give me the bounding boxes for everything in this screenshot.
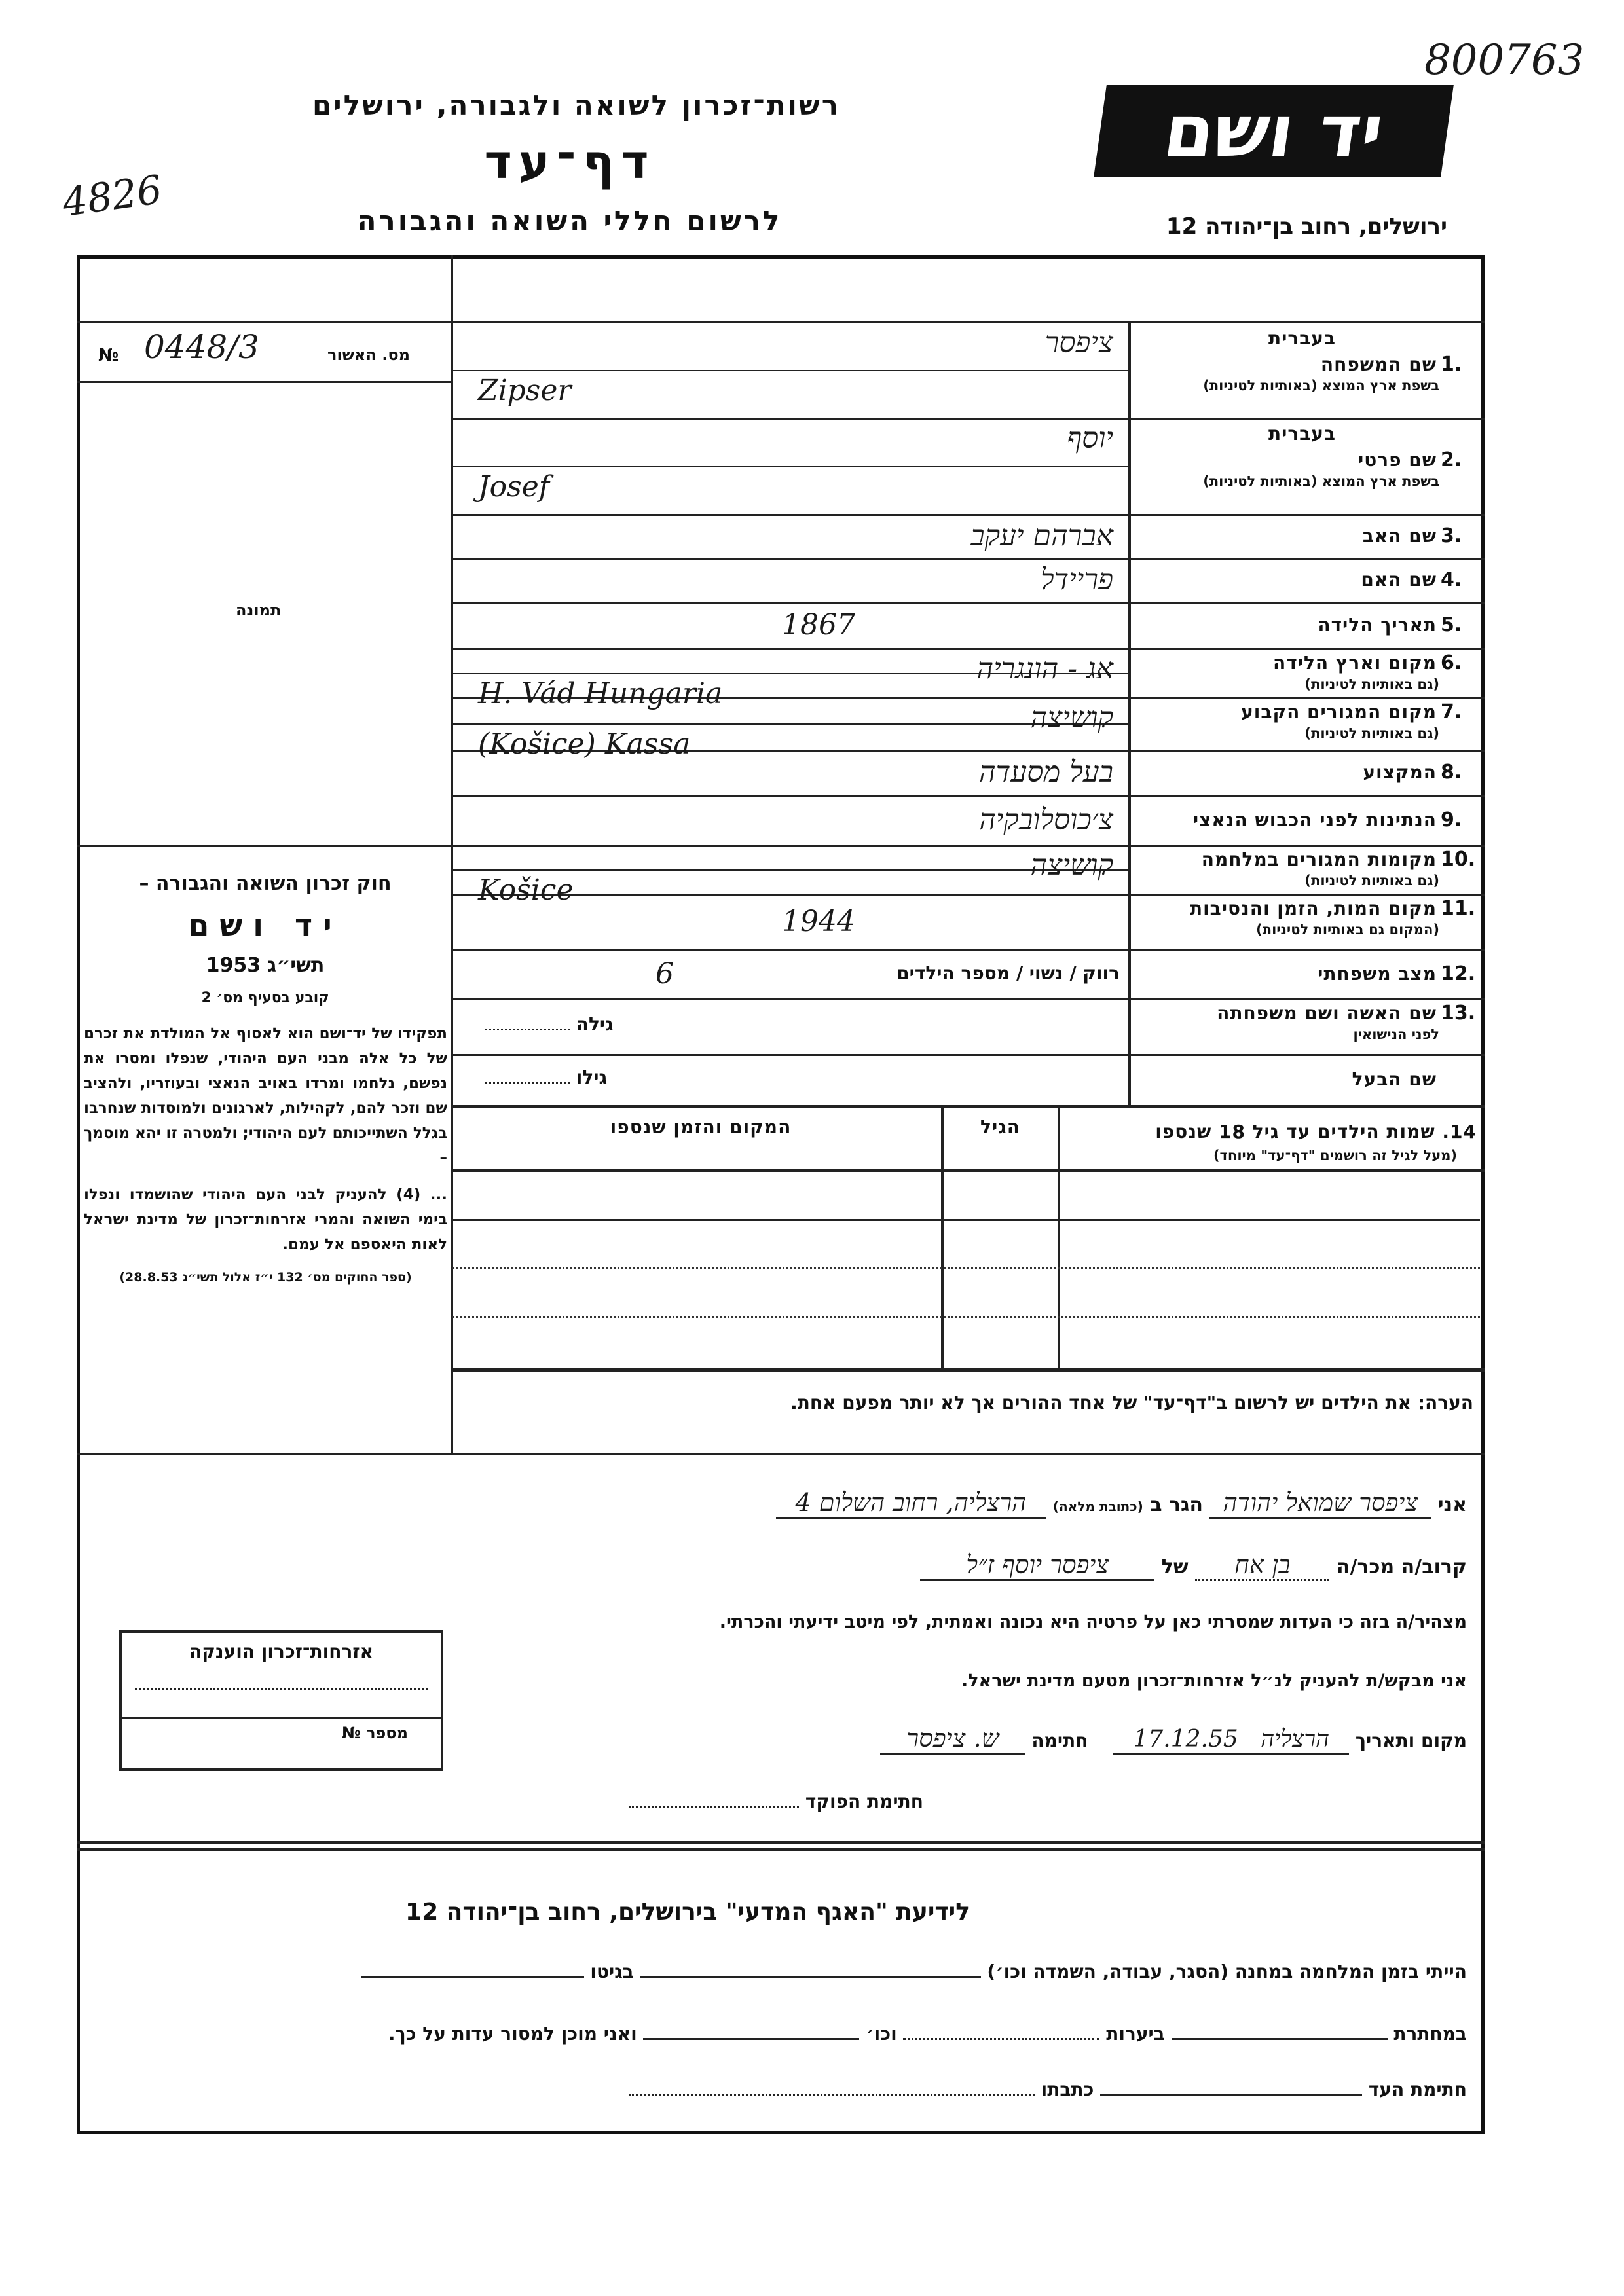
box-title: אזרחות־זכרון הוענקה [189, 1641, 373, 1662]
address: ירושלים, רחוב בן־יהודה 12 [1166, 213, 1447, 240]
field-number: 5. [1441, 613, 1462, 636]
note [471, 1391, 1473, 1415]
field-label: מקומות המגורים במלחמה [1201, 848, 1437, 870]
signature-label: חתימה [1031, 1730, 1088, 1751]
field-value-latin: H. Vád Hungaria [478, 676, 723, 710]
field-value-latin: Josef [478, 469, 550, 503]
field-number: 8. [1441, 761, 1462, 784]
law-source: (ספר החוקים מס׳ 132 י״ז אלול תשי״ג 28.8.53) [119, 1270, 412, 1285]
place-header: המקום והזמן שנספו [610, 1116, 792, 1138]
relation: בן אח [1195, 1550, 1329, 1581]
decl-line-1 [465, 1486, 1467, 1523]
ready-label: ואני מוכן למסור עדות על כך. [388, 2023, 637, 2045]
field-value-hebrew: יוסף [1067, 422, 1113, 455]
page-title: דף־עד [484, 134, 655, 189]
label-hebrew-hint: בעברית [1268, 423, 1336, 445]
field-label: מקום המגורים הקבוע [1241, 701, 1437, 723]
decl-resides: הגר ב [1150, 1493, 1204, 1516]
field-label: מקום וארץ הלידה [1273, 652, 1437, 674]
age-field [485, 1013, 614, 1035]
footer-title: לידיעת "האגף המדעי" בירושלים, רחוב בן־יהודה 12 [405, 1899, 970, 1925]
field-label: שם המשפחה [1320, 354, 1437, 375]
field-label: מצב משפחתי [1318, 962, 1437, 985]
field-sublabel: (גם באותיות לטיניות) [1304, 725, 1439, 741]
field-number: 1. [1441, 353, 1462, 376]
field-number: 12. [1441, 962, 1476, 985]
field-number: 2. [1441, 448, 1462, 471]
field-label: המקצוע [1363, 761, 1437, 783]
age-label: גילה [576, 1013, 614, 1035]
witness-signature-label: חתימת העד [1368, 2079, 1467, 2100]
field-label: שם האב [1362, 524, 1437, 547]
field-value-latin: (Košice) Kassa [478, 727, 691, 761]
victim-name: ציפסר יוסף ז״ל [920, 1550, 1154, 1581]
official-label: חתימת הפוקד [805, 1791, 923, 1812]
approval-label: מס. האשור [327, 346, 410, 364]
children-number: 14. [1442, 1121, 1477, 1142]
law-clause: קובע בסעיף מס׳ 2 [201, 990, 329, 1006]
field-number: 3. [1441, 524, 1462, 547]
age-field [485, 1066, 607, 1088]
forests-label: ביערות [1106, 2023, 1165, 2045]
field-value-hebrew: 6 [655, 957, 674, 991]
place-value: הרצליה [1261, 1726, 1330, 1753]
place-date [1113, 1726, 1349, 1755]
camp-label: הייתי בזמן המלחמה במחנה (הסגר, עבודה, השמדה וכו׳) [987, 1961, 1467, 1982]
field-value-hebrew: קושיצה [1030, 701, 1113, 735]
official-signature [465, 1791, 923, 1812]
children-label [1064, 1121, 1477, 1143]
field-value-hebrew: אג - הונגריה [976, 652, 1113, 685]
field-number: 13. [1441, 1002, 1476, 1025]
place-date-label: מקום ותאריך [1355, 1730, 1467, 1751]
label-hebrew-hint: בעברית [1268, 327, 1336, 349]
field-sublabel: בשפת ארץ המוצא (באותיות לטיניות) [1203, 473, 1439, 489]
page-subtitle: לרשום חללי השואה והגבורה [357, 205, 783, 237]
age-header: הגיל [980, 1116, 1020, 1138]
note-label: הערה: [1417, 1392, 1473, 1413]
field-value-hebrew: בעל מסעדה [978, 756, 1113, 789]
field-value-hebrew: אברהם יעקב [970, 519, 1113, 553]
decl-relative: קרוב/ה מכר/ה [1336, 1556, 1467, 1578]
signature: ש. ציפסר [880, 1724, 1025, 1755]
field-value-hebrew: קושיצה [1030, 848, 1113, 882]
address-hint: (כתובת מלאה) [1052, 1499, 1143, 1514]
org-name: רשות־זכרון לשואה ולגבורה, ירושלים [312, 89, 841, 121]
footer-line-2 [85, 2023, 1467, 2045]
declarant-address: הרצליה, רחוב השלום 4 [776, 1488, 1046, 1519]
decl-line-2 [465, 1548, 1467, 1584]
date-value: 17.12.55 [1133, 1726, 1238, 1753]
law-name: יד ושם [188, 907, 342, 943]
field-sublabel: (גם באותיות לטיניות) [1304, 873, 1439, 888]
field-sublabel: (המקום גם באותיות לטיניות) [1256, 922, 1439, 938]
approval-no-sign: № [98, 346, 119, 365]
footer-line-3 [85, 2079, 1467, 2100]
decl-request: אני מבקש/ת להעניק לנ״ל אזרחות־זכרון מטעם מדינת ישראל. [961, 1671, 1467, 1691]
photo-label: תמונה [236, 601, 282, 619]
field-sublabel: (גם באותיות לטיניות) [1304, 676, 1439, 692]
field-value-latin: Zipser [478, 374, 572, 407]
children-sub: (מעל לגיל זה רושמים "דף־עד" מיוחד) [1213, 1148, 1457, 1163]
law-text-2: ... (4) להעניק לבני העם היהודי שהושמדו ונפלו בימי השואה והמרי אזרחות־זכרון של מדינת ישראל לאות היאספם אל עמם. [84, 1186, 447, 1253]
law-body [84, 1021, 447, 1286]
ghetto-label: בגיטו [590, 1961, 634, 1982]
field-value-latin: Košice [478, 873, 574, 907]
law-title: חוק זכרון השואה והגבורה – [139, 872, 392, 895]
footer-line-1 [85, 1961, 1467, 1982]
declarant-name: ציפסר שמואל יהודה [1209, 1488, 1431, 1519]
approval-value: 0448/3 [144, 328, 259, 366]
field-number: 6. [1441, 651, 1462, 674]
field-label: שם האם [1361, 569, 1437, 591]
field-number: 10. [1441, 848, 1476, 871]
field-number: 9. [1441, 808, 1462, 831]
file-number: 4826 [59, 166, 165, 227]
field-label: שם הבעל [1352, 1068, 1437, 1090]
age-label: גילו [576, 1066, 608, 1088]
etc-label: וכו׳ [866, 2023, 897, 2045]
field-label: מקום המות, הזמן והנסיבות [1189, 898, 1437, 919]
decl-i: אני [1437, 1493, 1467, 1516]
field-value-hebrew: פריידל [1040, 563, 1113, 596]
field-label: שם פרטי [1357, 449, 1437, 471]
law-text-1: תפקידו של יד־ושם הוא לאסוף אל המולדת את זכרם של כל אלה מבני העם היהודי, שנפלו ומסרו את נפשם, נלחמו ומרדו באויב הנאצי ובעוזריו, ולהציב שם וזכר להם, לקהילות, לארגונים ולמוסדות שנחרבו בגלל השתייכותם לעם היהודי; ולמטרה זו יהא מוסמך – [84, 1025, 447, 1167]
field-label: תאריך הלידה [1318, 614, 1437, 636]
field-value-hebrew: צ׳כוסלובקיה [979, 803, 1113, 837]
decl-statement: מצהיר/ה בזה כי העדות שמסרתי כאן על פרטיה היא נכונה ואמתית, לפי מיטב ידיעתי והכרתי. [719, 1612, 1467, 1632]
field-sublabel: בשפת ארץ המוצא (באותיות לטיניות) [1203, 378, 1439, 393]
children-title: שמות הילדים עד גיל 18 שנספו [1155, 1121, 1435, 1142]
field-number: 11. [1441, 897, 1476, 920]
law-year: תשי״ג 1953 [206, 954, 325, 977]
marital-options: רווק / נשוי / מספר הילדים [896, 962, 1120, 984]
underground-label: במחתרת [1393, 2023, 1467, 2045]
stamp-number: 800763 [1424, 36, 1585, 84]
field-number: 4. [1441, 568, 1462, 591]
field-number: 7. [1441, 701, 1462, 723]
note-text: את הילדים יש לרשום ב"דף־עד" של אחד ההורים אך לא יותר מפעם אחת. [790, 1392, 1412, 1413]
witness-address-label: כתבתו [1041, 2079, 1094, 2100]
field-value-hebrew: 1867 [782, 608, 855, 642]
decl-line-place [465, 1722, 1467, 1757]
field-value-hebrew: 1944 [782, 904, 855, 938]
field-label: הנתינות לפני הכבוש הנאצי [1192, 809, 1437, 831]
decl-of: של [1161, 1556, 1189, 1578]
yad-vashem-logo: יד ושם [1094, 85, 1454, 177]
citizenship-box [119, 1630, 443, 1771]
field-label: שם האשה ושם משפחתה [1217, 1002, 1437, 1024]
field-sublabel: לפני הנישואין [1353, 1027, 1439, 1042]
box-number: מספר № [341, 1724, 408, 1742]
field-value-hebrew: ציפסר [1044, 326, 1113, 359]
